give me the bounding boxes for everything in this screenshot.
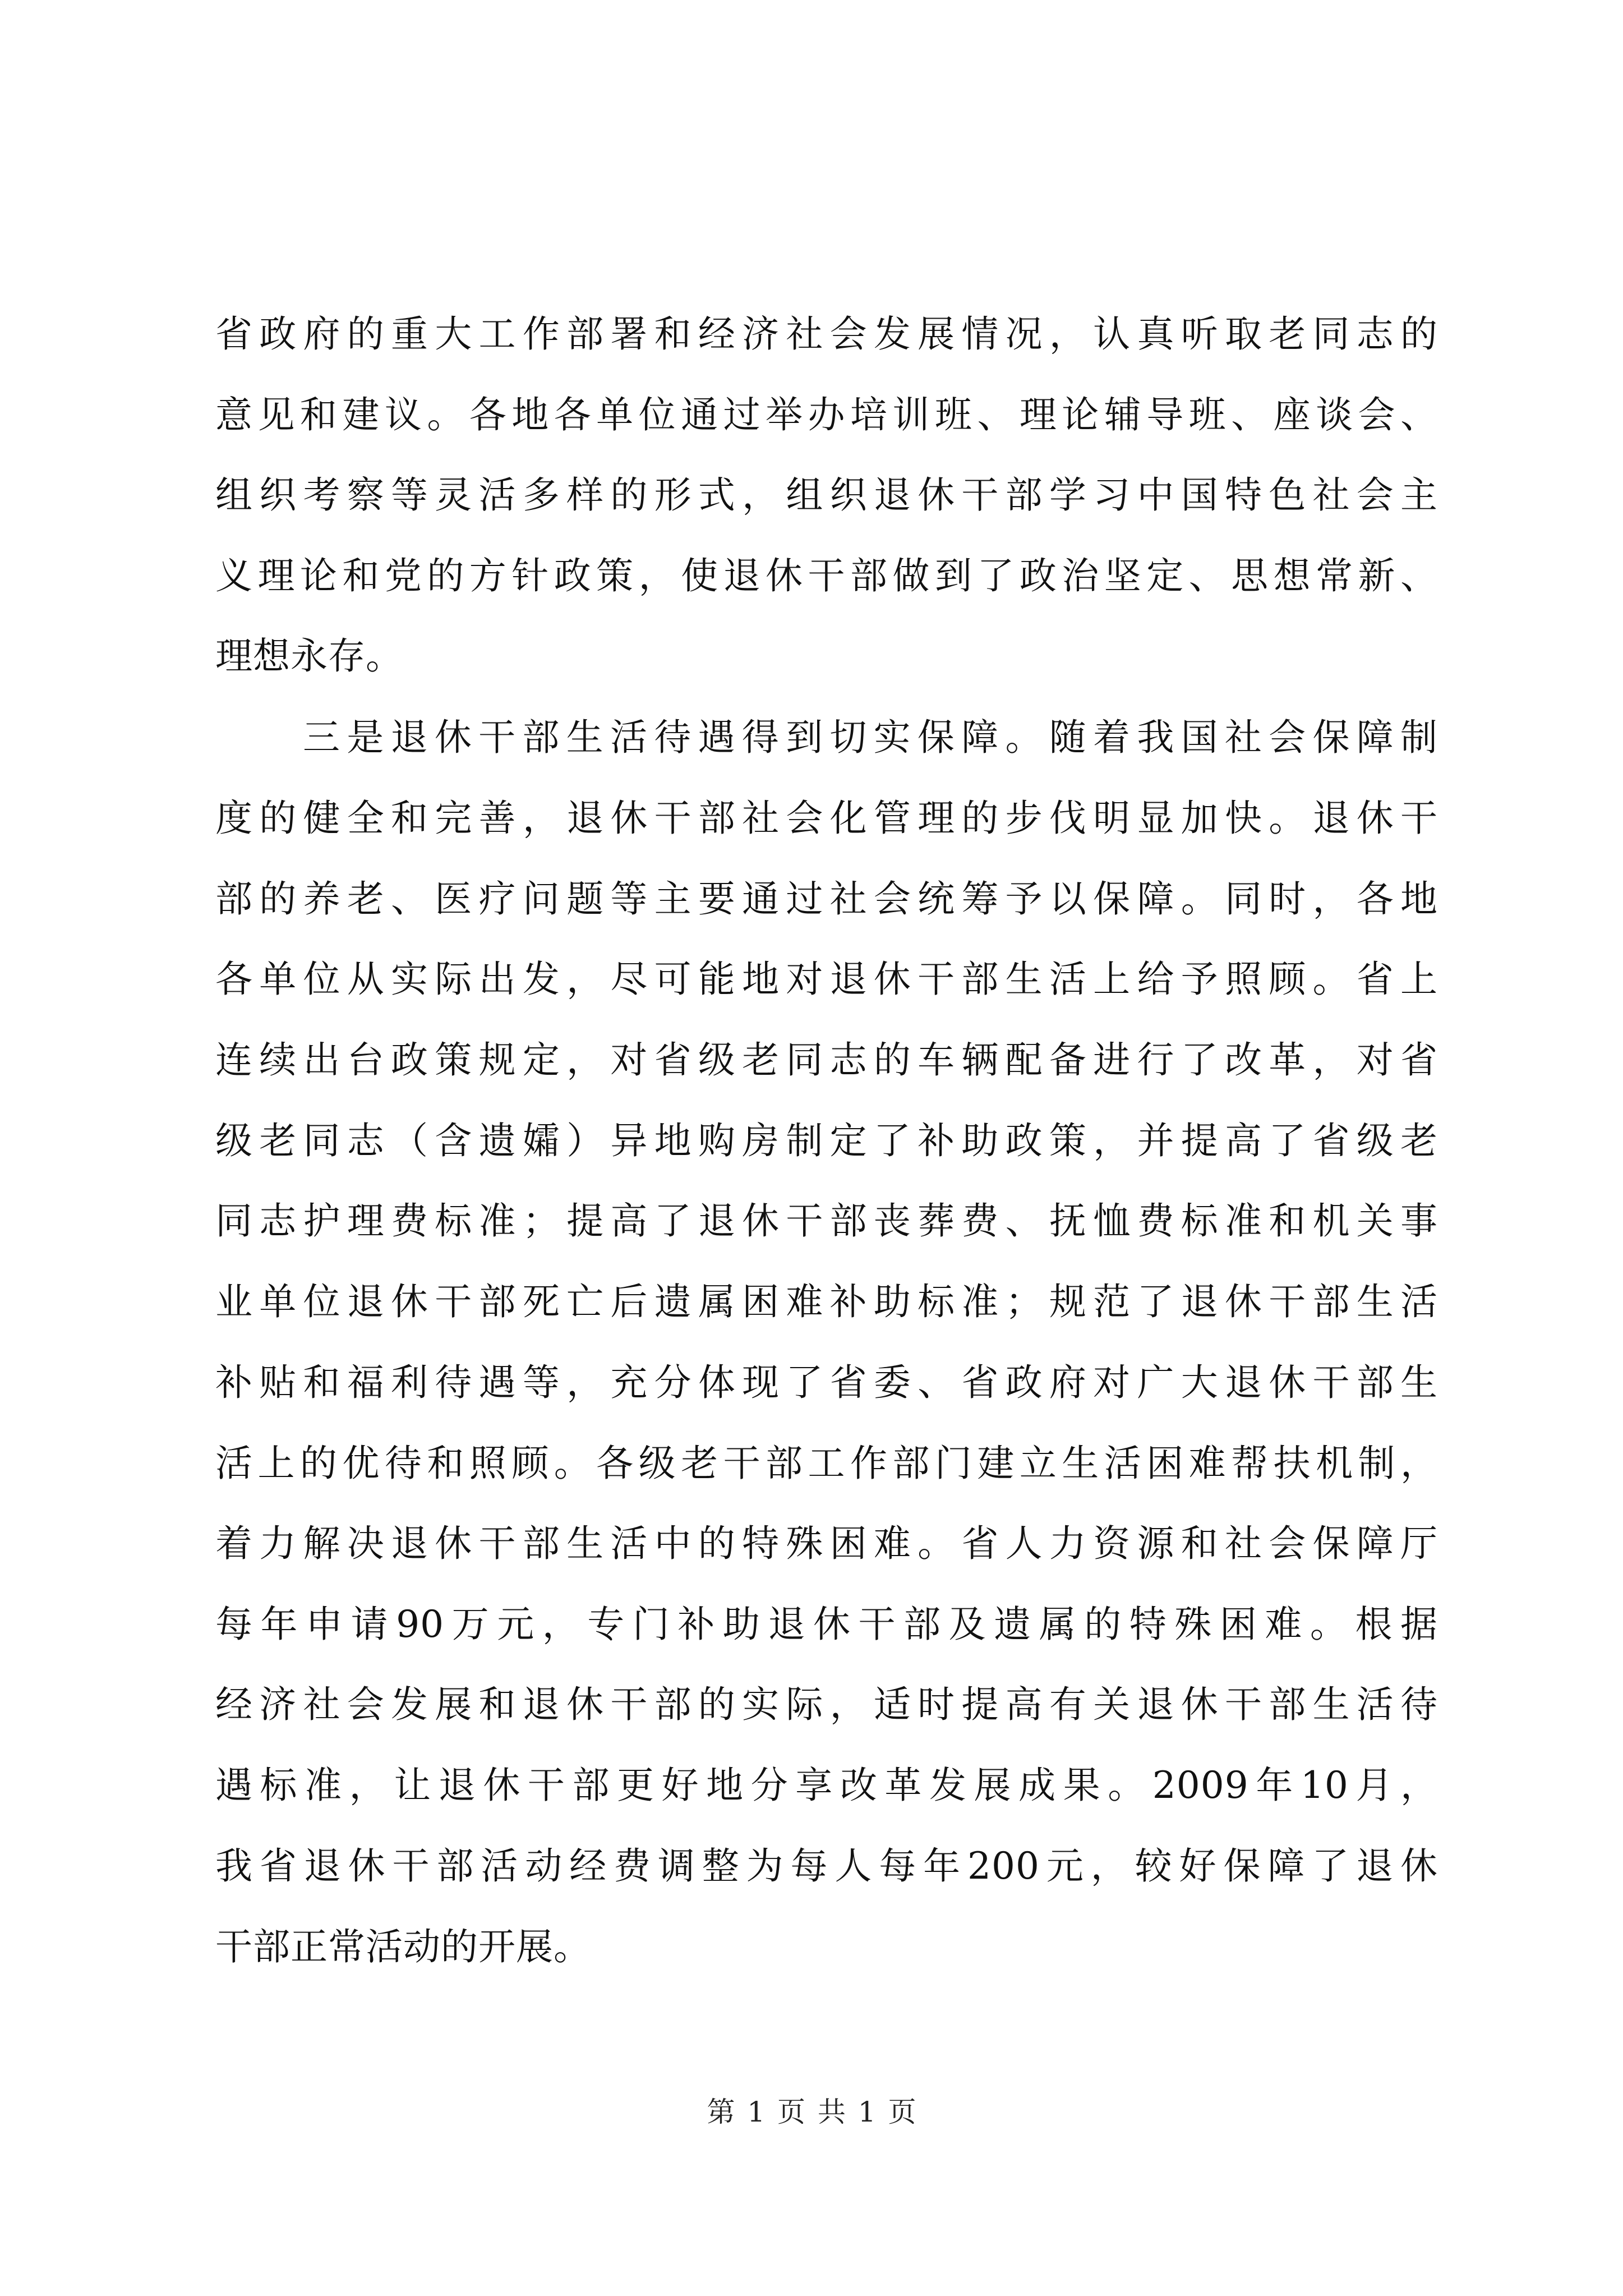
text-line: 经济社会发展和退休干部的实际，适时提高有关退休干部生活待 (215, 1683, 1438, 1726)
text-line: 我省退休干部活动经费调整为每人每年200元，较好保障了退休 (215, 1844, 1438, 1888)
text-line: 度的健全和完善，退休干部社会化管理的步伐明显加快。退休干 (215, 797, 1438, 840)
text-line: 业单位退休干部死亡后遗属困难补助标准；规范了退休干部生活 (215, 1280, 1438, 1323)
text-line: 部的养老、医疗问题等主要通过社会统筹予以保障。同时，各地 (215, 877, 1438, 921)
text-line: 组织考察等灵活多样的形式，组织退休干部学习中国特色社会主 (215, 473, 1438, 517)
text-line: 理想永存。 (215, 634, 403, 678)
text-line: 各单位从实际出发，尽可能地对退休干部生活上给予照顾。省上 (215, 958, 1438, 1001)
text-line: 每年申请90万元，专门补助退休干部及遗属的特殊困难。根据 (215, 1603, 1438, 1646)
text-line: 三是退休干部生活待遇得到切实保障。随着我国社会保障制 (303, 716, 1438, 759)
text-line: 补贴和福利待遇等，充分体现了省委、省政府对广大退休干部生 (215, 1361, 1438, 1404)
text-line: 遇标准，让退休干部更好地分享改革发展成果。2009年10月， (215, 1764, 1438, 1807)
text-line: 意见和建议。各地各单位通过举办培训班、理论辅导班、座谈会、 (215, 393, 1438, 436)
text-line: 义理论和党的方针政策，使退休干部做到了政治坚定、思想常新、 (215, 554, 1438, 597)
text-line: 省政府的重大工作部署和经济社会发展情况，认真听取老同志的 (215, 312, 1438, 356)
text-line: 级老同志（含遗孀）异地购房制定了补助政策，并提高了省级老 (215, 1119, 1438, 1162)
text-line: 活上的优待和照顾。各级老干部工作部门建立生活困难帮扶机制， (215, 1442, 1438, 1485)
text-line: 连续出台政策规定，对省级老同志的车辆配备进行了改革，对省 (215, 1038, 1438, 1082)
text-line: 干部正常活动的开展。 (215, 1925, 591, 1968)
page-number-footer: 第 1 页 共 1 页 (707, 2096, 916, 2128)
text-line: 着力解决退休干部生活中的特殊困难。省人力资源和社会保障厅 (215, 1522, 1438, 1565)
text-line: 同志护理费标准；提高了退休干部丧葬费、抚恤费标准和机关事 (215, 1199, 1438, 1243)
